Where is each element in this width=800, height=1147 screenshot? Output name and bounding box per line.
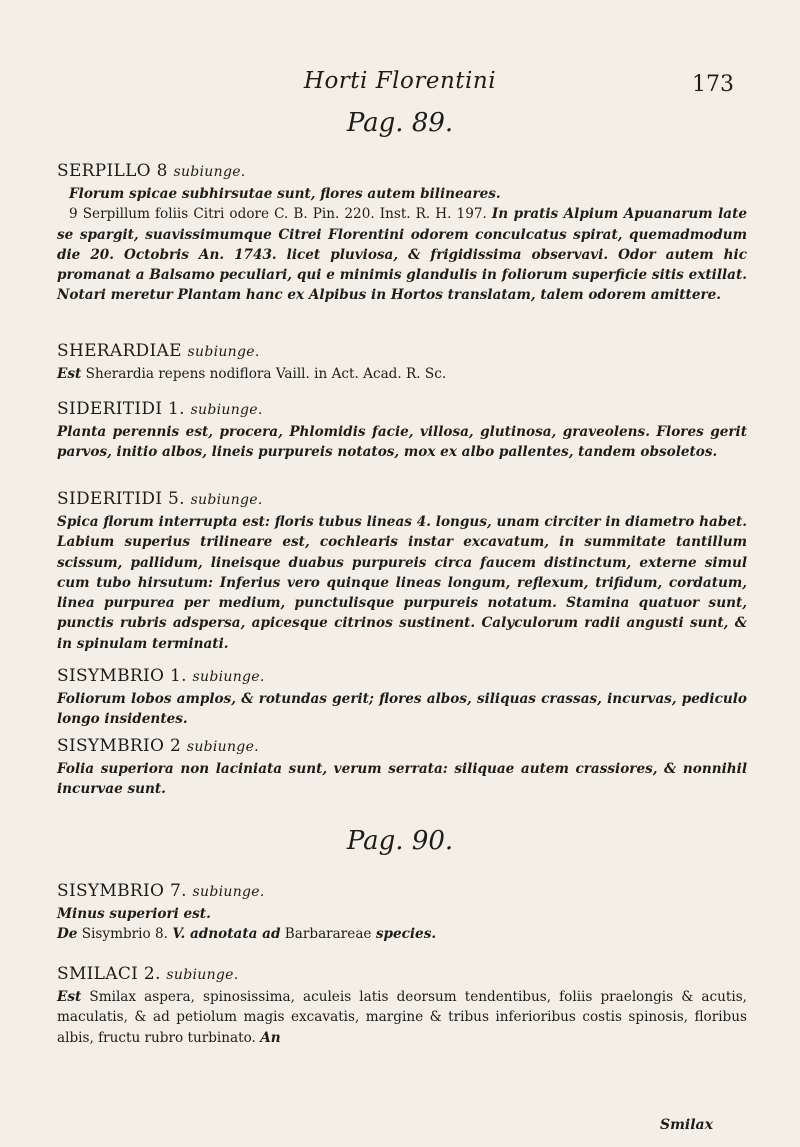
entry-name: SIDERITIDI 5. xyxy=(57,489,185,509)
entry-sub: subiunge. xyxy=(192,884,265,900)
entry-name: SISYMBRIO 2 xyxy=(57,736,182,756)
entry-sideritidi-1 xyxy=(57,398,747,463)
entry-sub: subiunge. xyxy=(186,739,259,755)
pag-heading-89: Pag. 89. xyxy=(346,108,454,138)
entry-prefix: Est xyxy=(57,366,82,382)
entry-sub: subiunge. xyxy=(166,967,239,983)
entry-sisymbrio-1 xyxy=(57,665,747,730)
entry-sub: subiunge. xyxy=(187,344,260,360)
entry-heading xyxy=(57,963,747,987)
entry-heading xyxy=(57,665,747,689)
entry-sisymbrio-2 xyxy=(57,735,747,800)
entry-heading xyxy=(57,398,747,422)
entry-sherardiae xyxy=(57,340,747,384)
entry-text: Foliorum lobos amplos, & rotundas gerit; flores albos, siliquas crassas, incurvas, pediculo longo insidentes. xyxy=(57,691,747,728)
entry-sideritidi-5 xyxy=(57,488,747,654)
entry-name: SERPILLO 8 xyxy=(57,161,168,181)
catchword: Smilax xyxy=(660,1117,713,1133)
entry-text xyxy=(57,987,747,1048)
entry-prefix: Est xyxy=(57,989,82,1005)
entry-serpillo xyxy=(57,160,747,306)
entry-name: SIDERITIDI 1. xyxy=(57,399,185,419)
entry-text xyxy=(57,364,747,384)
entry-text: Planta perennis est, procera, Phlomidis facie, villosa, glutinosa, graveolens. Flores gerit parvos, initio albos, lineis purpureis notatos, mox ex albo pallentes, tandem obsoletos. xyxy=(57,424,747,461)
entry-sub: subiunge. xyxy=(173,164,246,180)
entry-text xyxy=(57,204,747,305)
entry-name: SISYMBRIO 1. xyxy=(57,666,187,686)
entry-sub: subiunge. xyxy=(192,669,265,685)
entry-name: SHERARDIAE xyxy=(57,341,182,361)
entry-suffix: An xyxy=(260,1029,281,1046)
running-title: Horti Florentini xyxy=(303,68,497,94)
page-number: 173 xyxy=(692,72,734,97)
entry-text: Folia superiora non laciniata sunt, verum serrata: siliquae autem crassiores, & nonnihil incurvae sunt. xyxy=(57,761,747,798)
entry-sisymbrio-7 xyxy=(57,880,747,945)
entry-heading xyxy=(57,160,747,184)
entry-citation: 9 Serpillum foliis Citri odore C. B. Pin. 220. Inst. R. H. 197. xyxy=(69,206,487,223)
entry-heading xyxy=(57,880,747,904)
entry-fragment: species. xyxy=(375,926,437,943)
entry-fragment: Sisymbrio 8. xyxy=(81,926,168,943)
entry-smilaci-2 xyxy=(57,963,747,1048)
entry-description: In pratis Alpium Apuanarum late se spargit, suavissimumque Citrei Florentini odorem conculcatus spirat, quemadmodum die 20. Octobris An. 1743. licet pluviosa, & frigidissima observavi. Odor autem hic promanat a Balsamo peculiari, qui e minimis glandulis in foliorum superficie sitis extillat. Notari meretur Plantam hanc ex Alpibus in Hortos translatam, talem odorem amittere. xyxy=(57,206,747,304)
entry-sub: subiunge. xyxy=(190,492,263,508)
entry-description: Smilax aspera, spinosissima, aculeis latis deorsum tendentibus, foliis praelongis & acutis, maculatis, & ad petiolum magis excavatis, margine & tribus inferioribus costis spinosis, floribus albis, fructu rubro turbinato. xyxy=(57,989,747,1046)
entry-name: SMILACI 2. xyxy=(57,964,161,984)
entry-fragment: De xyxy=(57,926,78,943)
entry-text xyxy=(57,924,747,944)
entry-name: SISYMBRIO 7. xyxy=(57,881,187,901)
entry-heading xyxy=(57,488,747,512)
entry-fragment: Barbarareae xyxy=(284,926,372,943)
entry-citation: Sherardia repens nodiflora Vaill. in Act. Acad. R. Sc. xyxy=(85,366,447,382)
entry-heading xyxy=(57,340,747,364)
entry-text: Minus superiori est. xyxy=(57,906,211,922)
pag-heading-90: Pag. 90. xyxy=(346,826,454,856)
entry-fragment: V. adnotata ad xyxy=(172,926,281,943)
entry-text: Florum spicae subhirsutae sunt, flores autem bilineares. xyxy=(69,186,501,202)
entry-heading xyxy=(57,735,747,759)
entry-sub: subiunge. xyxy=(190,402,263,418)
entry-text: Spica florum interrupta est: floris tubus lineas 4. longus, unam circiter in diametro habet. Labium superius trilineare est, cochlearis instar excavatum, in summitate tantillum scissum, pallidum, lineisque duabus purpureis circa faucem distinctum, externe simul cum tubo hirsutum: Inferius vero quinque lineas longum, reflexum, trifidum, cordatum, linea purpurea per medium, punctulisque purpureis notatum. Stamina quatuor sunt, punctis rubris adspersa, apicesque citrinos sustinent. Calyculorum radii angusti sunt, & in spinulam terminati. xyxy=(57,514,747,652)
